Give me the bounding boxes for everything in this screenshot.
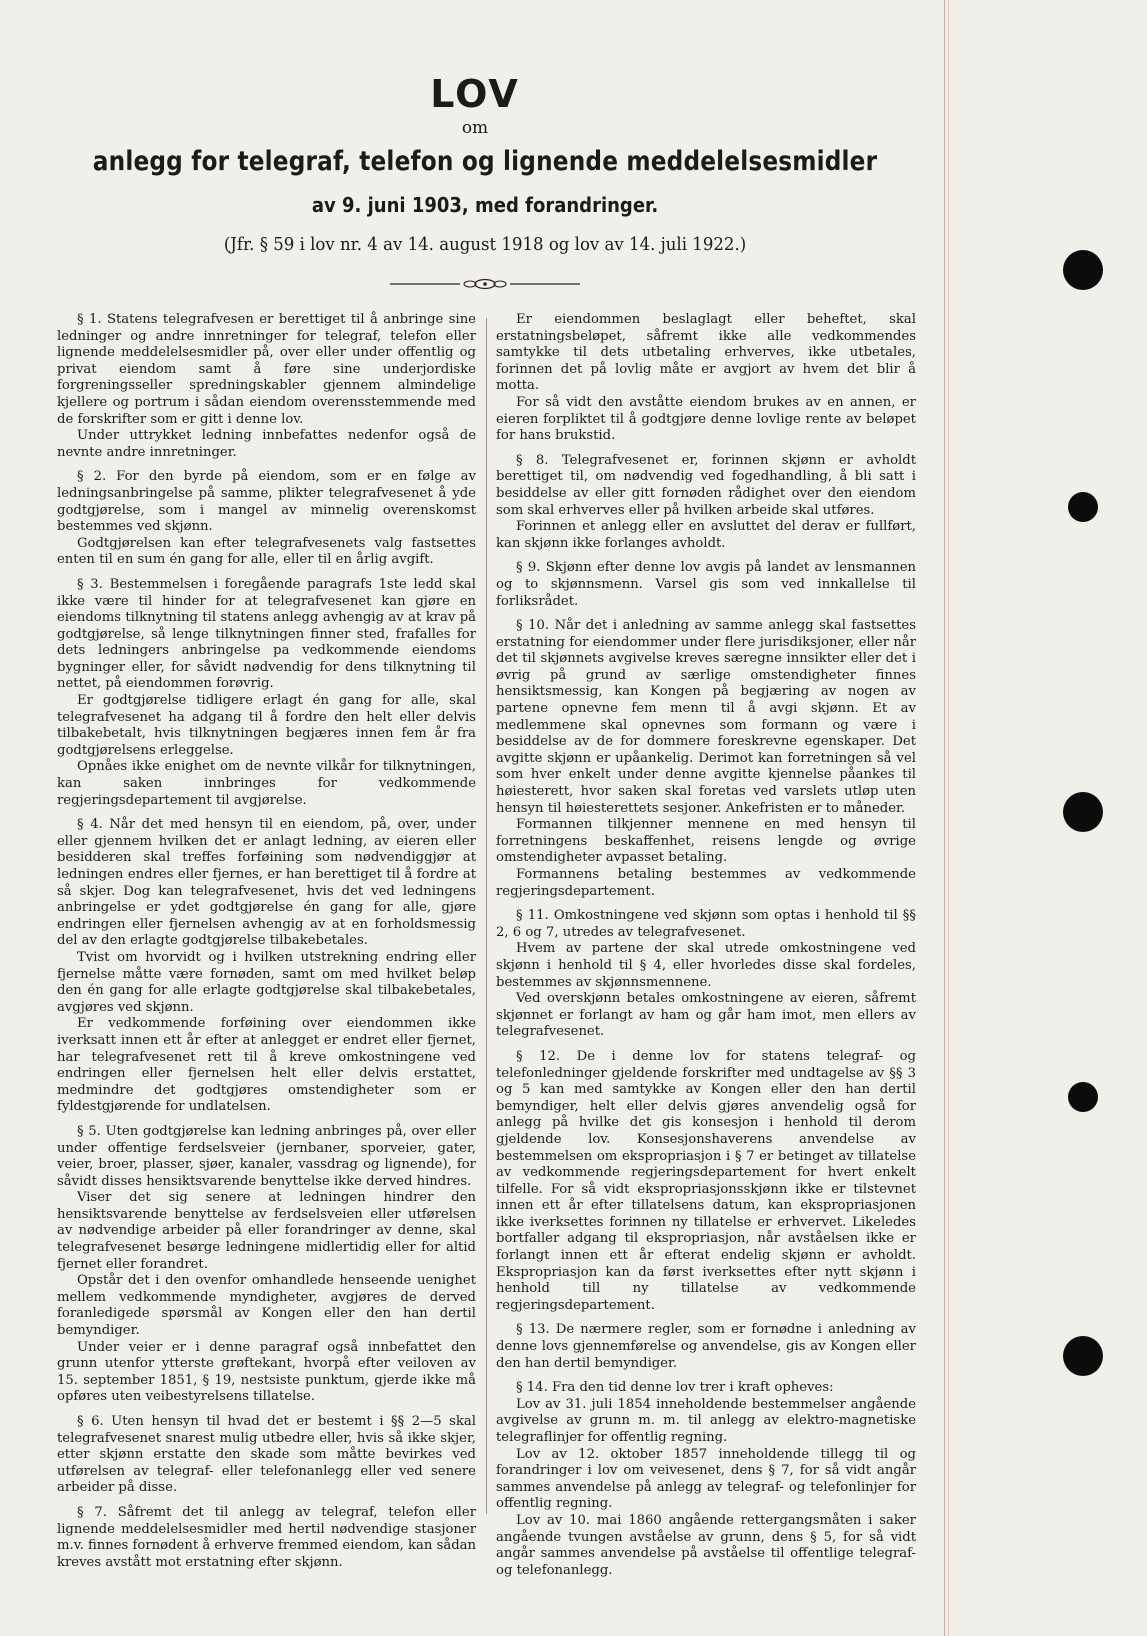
punch-hole — [1063, 1336, 1103, 1376]
paragraph: Lov av 12. oktober 1857 inneholdende tillegg til og forandringer i lov om veivesenet, dens § 7, for så vidt angår sammes anvendelse på anlegg av telegraf- og telefonlinjer for offentlig regning. — [496, 1446, 916, 1512]
paragraph: § 5. Uten godtgjørelse kan ledning anbringes på, over eller under offentige ferdselsveier (jernbaner, sporveier, gater, veier, broer, plasser, sjøer, kanaler, vassdrag og lignende), for såvidt disses hensiktsvarende benyttelse ikke derved hindres. — [57, 1123, 476, 1189]
law-title: LOV — [430, 72, 520, 116]
law-reference: (Jfr. § 59 i lov nr. 4 av 14. august 1918 og lov av 14. juli 1922.) — [223, 234, 747, 255]
paragraph: Godtgjørelsen kan efter telegrafvesenets valg fastsettes enten til en sum én gang for alle, eller til en årlig avgift. — [57, 535, 476, 568]
punch-hole — [1068, 492, 1098, 522]
law-date-line: av 9. juni 1903, med forandringer. — [311, 193, 659, 217]
punch-hole — [1063, 250, 1103, 290]
paragraph: Formannens betaling bestemmes av vedkommende regjeringsdepartement. — [496, 867, 916, 899]
law-title-om: om — [461, 118, 489, 138]
paragraph: § 14. Fra den tid denne lov trer i kraft opheves: — [516, 1380, 834, 1396]
paragraph: Tvist om hvorvidt og i hvilken utstrekning endring eller fjernelse måtte være fornøden, samt om med hvilket beløp den én gang for alle erlagte godtgjørelse skal tilbakebetales, avgjøres ved skjønn. — [57, 949, 476, 1015]
paragraph: Viser det sig senere at ledningen hindrer den hensiktsvarende benyttelse av ferdselsveien eller utførelsen av nødvendige arbeider på eller forandringer av denne, skal telegrafvesenet besørge ledningene midlertidig eller for altid fjernet eller forandret. — [57, 1190, 476, 1272]
paragraph: Opstår det i den ovenfor omhandlede henseende uenighet mellem vedkommende myndigheter, avgjøres de derved foranledigede spørsmål av Kongen eller den han dertil bemyndiger. — [57, 1273, 476, 1339]
paragraph: § 8. Telegrafvesenet er, forinnen skjønn er avholdt berettiget til, om nødvendig ved fogedhandling, å bli satt i besiddelse av eller gitt fornøden rådighet over den eiendom som skal erhverves eller på hvilken arbeide skal utføres. — [496, 452, 916, 518]
paragraph: § 2. For den byrde på eiendom, som er en følge av ledningsanbringelse på samme, plikter telegrafvesenet å yde godtgjørelse, som i mangel av minnelig overenskomst bestemmes ved skjønn. — [57, 469, 476, 535]
paragraph: Under uttrykket ledning innbefattes nedenfor også de nevnte andre innretninger. — [57, 428, 476, 460]
left-column — [57, 312, 476, 1571]
paragraph: § 12. De i denne lov for statens telegraf- og telefonledninger gjeldende forskrifter med undtagelse av §§ 3 og 5 kan med samtykke av Kongen eller den han dertil bemyndiger, helt eller delvis gjøres anvendelig også for anlegg på hvilke det gis konsesjon i henhold til derom gjeldende lov. Konsesjonshaverens anvendelse av bestemmelsen om ekspropriasjon i § 7 er betinget av tillatelse av vedkommende regjeringsdepartement for hvert enkelt tilfelle. For så vidt ekspropriasjonsskjønn ikke er tilstevnet innen ett år efter tillatelsens datum, kan ekspropriasjonen ikke iverksettes forinnen ny tillatelse er erhvervet. Likeledes bortfaller adgang til ekspropriasjon, når avståelsen ikke er forlangt innen ett år efterat endelig skjønn er avholdt. Ekspropriasjon kan da først iverksettes efter nytt skjønn i henhold till ny tillatelse av vedkommende regjeringsdepartement. — [496, 1048, 916, 1313]
paragraph: Lov av 31. juli 1854 inneholdende bestemmelser angående avgivelse av grunn m. m. til anlegg av elektro-magnetiske telegraflinjer for offentlig regning. — [496, 1396, 916, 1445]
paragraph: Er eiendommen beslaglagt eller beheftet, skal erstatningsbeløpet, såfremt ikke alle vedkommendes samtykke til dets utbetaling erhverves, ikke utbetales, forinnen det på lovlig måte er avgjort av hvem det blir å motta. — [496, 312, 916, 394]
column-divider — [486, 318, 487, 1514]
punch-hole — [1063, 792, 1103, 832]
right-column — [496, 312, 916, 1579]
punch-hole — [1068, 1082, 1098, 1112]
paragraph: Er vedkommende forføining over eiendommen ikke iverksatt innen ett år efter at anlegget er endret eller fjernet, har telegrafvesenet rett til å kreve omkostningene ved endringen eller fjernelsen helt eller delvis erstattet, medmindre det godtgjøres omstendigheter som er fyldestgjørende for undlatelsen. — [57, 1016, 476, 1115]
paragraph: § 1. Statens telegrafvesen er berettiget til å anbringe sine ledninger og andre innretninger for telegraf, telefon eller lignende meddelelsesmidler på, over eller under offentlig og privat eiendom samt å føre sine underjordiske forgreningsseller spredningskabler gjennem almindelige kjellere og portrum i sådan eiendom overensstemmende med de forskrifter som er gitt i denne lov. — [57, 312, 476, 427]
paragraph: § 13. De nærmere regler, som er fornødne i anledning av denne lovs gjennemførelse og anvendelse, gis av Kongen eller den han dertil bemyndiger. — [496, 1322, 916, 1371]
paragraph: § 11. Omkostningene ved skjønn som optas i henhold til §§ 2, 6 og 7, utredes av telegrafvesenet. — [496, 908, 916, 940]
paragraph: § 10. Når det i anledning av samme anlegg skal fastsettes erstatning for eiendommer under flere jurisdiksjoner, eller når det til skjønnets avgivelse kreves særegne innsikter eller det i øvrig på grund av særlige omstendigheter finnes hensiktsmessig, kan Kongen på begjæring av nogen av partene opnevne fem menn til å avgi skjønn. Et av medlemmene skal opnevnes som formann og være i besiddelse av de for dommere foreskrevne egenskaper. Det avgitte skjønn er upåankelig. Derimot kan forretningen så vel som hver enkelt under denne avgitte kjennelse påankes til høiesterett, hvor saken skal foretas ved varslets utløp uten hensyn til høiesterettets sesjoner. Ankefristen er to måneder. — [496, 618, 916, 816]
paragraph: Er godtgjørelse tidligere erlagt én gang for alle, skal telegrafvesenet ha adgang til å fordre den helt eller delvis tilbakebetalt, hvis tilknytningen begjæres innen fem år fra godtgjørelsens erleggelse. — [57, 693, 476, 758]
paragraph: Opnåes ikke enighet om de nevnte vilkår for tilknytningen, kan saken innbringes for vedkommende regjeringsdepartement til avgjørelse. — [57, 759, 476, 808]
margin-rule-secondary — [948, 0, 949, 1636]
law-subtitle: anlegg for telegraf, telefon og lignende meddelelsesmidler — [92, 146, 878, 177]
paragraph: Lov av 10. mai 1860 angående rettergangsmåten i saker angående tvungen avståelse av grunn, dens § 5, for så vidt angår sammes anvendelse på avståelse til offentlige telegraf- og telefonanlegg. — [496, 1512, 916, 1578]
paragraph: § 3. Bestemmelsen i foregående paragrafs 1ste ledd skal ikke være til hinder for at telegrafvesenet kan gjøre en eiendoms tilknytning til statens anlegg avhengig av at krav på godtgjørelse, så lenge tilknytningen finner sted, frafalles for dets ledningers anbringelse pa vedkommende eiendoms bygninger eller, for såvidt nødvendig for dens tilknytning til nettet, på eiendommen forøvrig. — [57, 576, 476, 692]
paragraph: § 4. Når det med hensyn til en eiendom, på, over, under eller gjennem hvilken det er anlagt ledning, av eieren eller besidderen skal treffes forføining som nødvendiggjør at ledningen endres eller fjernes, er han berettiget til å fordre at så skjer. Dog kan telegrafvesenet, hvis det ved ledningens anbringelse er ydet godtgjørelse én gang for alle, gjøre endringen eller fjernelsen avhengig av at en forholdsmessig del av den erlagte godtgjørelse tilbakebetales. — [57, 817, 476, 949]
paragraph: Forinnen et anlegg eller en avsluttet del derav er fullført, kan skjønn ikke forlanges avholdt. — [496, 519, 916, 551]
paragraph: § 7. Såfremt det til anlegg av telegraf, telefon eller lignende meddelelsesmidler med hertil nødvendige stasjoner m.v. finnes fornødent å erhverve fremmed eiendom, kan sådan kreves avstått mot erstatning efter skjønn. — [57, 1504, 476, 1570]
margin-rule — [944, 0, 945, 1636]
paragraph: Hvem av partene der skal utrede omkostningene ved skjønn i henhold til § 4, eller hvorledes disse skal fordeles, bestemmes av skjønnsmennene. — [496, 941, 916, 990]
paragraph: Ved overskjønn betales omkostningene av eieren, såfremt skjønnet er forlangt av ham og går ham imot, men ellers av telegrafvesenet. — [496, 991, 916, 1040]
paragraph: § 6. Uten hensyn til hvad det er bestemt i §§ 2—5 skal telegrafvesenet snarest mulig utbedre eller, hvis så ikke skjer, etter skjønn erstatte den skade som måtte bevirkes ved utførelsen av telegraf- eller telefonanlegg eller ved senere arbeider på disse. — [57, 1414, 476, 1496]
paragraph: Formannen tilkjenner mennene en med hensyn til forretningens beskaffenhet, reisens lengde og øvrige omstendigheter avpasset betaling. — [496, 817, 916, 866]
paragraph: § 9. Skjønn efter denne lov avgis på landet av lensmannen og to skjønnsmenn. Varsel gis som ved innkallelse til forliksrådet. — [496, 560, 916, 609]
paragraph: For så vidt den avståtte eiendom brukes av en annen, er eieren forpliktet til å godtgjøre denne lovlige rente av beløpet for hans brukstid. — [496, 394, 916, 444]
ornament-divider — [390, 276, 580, 292]
paragraph: Under veier er i denne paragraf også innbefattet den grunn utenfor ytterste grøftekant, hvorpå efter veiloven av 15. september 1851, § 19, nestsiste punktum, gjerde ikke må opføres uten veibestyrelsens tillatelse. — [57, 1339, 476, 1405]
